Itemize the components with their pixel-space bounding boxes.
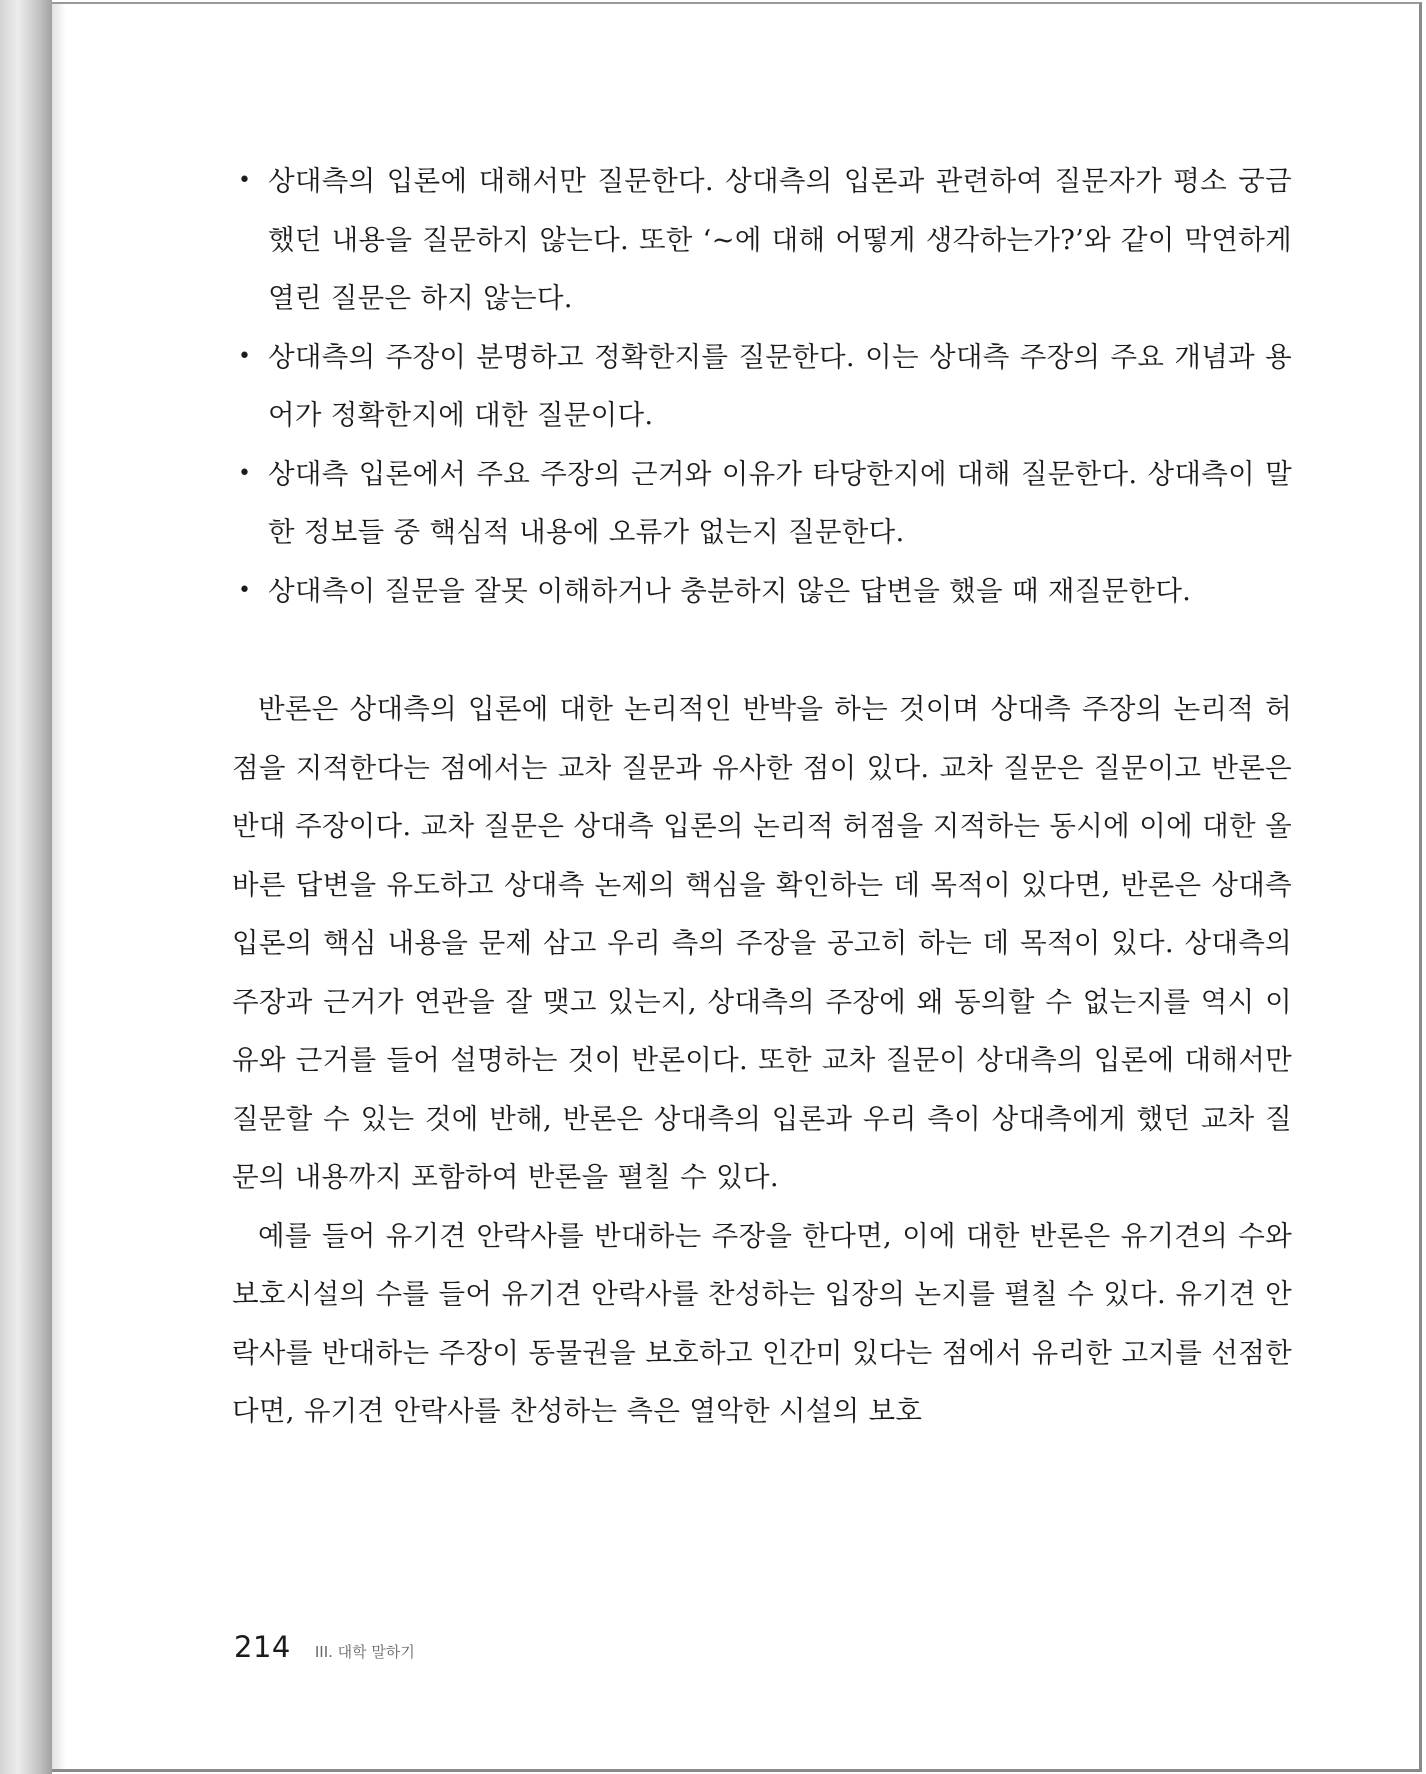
- bullet-dot-icon: •: [238, 460, 252, 486]
- page-footer: [234, 1630, 415, 1664]
- bullet-item: [232, 562, 1292, 621]
- bullet-list: [232, 152, 1292, 620]
- bullet-dot-icon: •: [238, 343, 252, 369]
- bullet-dot-icon: •: [238, 168, 252, 193]
- bullet-text: 상대측이 질문을 잘못 이해하거나 충분하지 않은 답변을 했을 때 재질문한다.: [268, 574, 1192, 607]
- bullet-text: 상대측의 주장이 분명하고 정확한지를 질문한다. 이는 상대측 주장의 주요 개념과 용어가 정확한지에 대한 질문이다.: [268, 340, 1292, 431]
- bullet-dot-icon: •: [238, 577, 252, 603]
- bullet-text: 상대측의 입론에 대해서만 질문한다. 상대측의 입론과 관련하여 질문자가 평소 궁금했던 내용을 질문하지 않는다. 또한 ‘~에 대해 어떻게 생각하는가?’와 같이 막연하게 열린 질문은 하지 않는다.: [268, 165, 1292, 314]
- book-page: [52, 2, 1422, 1772]
- body-paragraph: 예를 들어 유기견 안락사를 반대하는 주장을 한다면, 이에 대한 반론은 유기견의 수와 보호시설의 수를 들어 유기견 안락사를 찬성하는 입장의 논지를 펼칠 수 있다. 유기견 안락사를 반대하는 주장이 동물권을 보호하고 인간미 있다는 점에서 유리한 고지를 선점한다면, 유기견 안락사를 찬성하는 측은 열악한 시설의 보호: [232, 1219, 1292, 1427]
- bullet-item: [232, 152, 1292, 328]
- book-spine-edge: [0, 0, 52, 1774]
- page-content: [232, 152, 1292, 1441]
- body-paragraph: 반론은 상대측의 입론에 대한 논리적인 반박을 하는 것이며 상대측 주장의 논리적 허점을 지적한다는 점에서는 교차 질문과 유사한 점이 있다. 교차 질문은 질문이고 반론은 반대 주장이다. 교차 질문은 상대측 입론의 논리적 허점을 지적하는 동시에 이에 대한 올바른 답변을 유도하고 상대측 논제의 핵심을 확인하는 데 목적이 있다면, 반론은 상대측 입론의 핵심 내용을 문제 삼고 우리 측의 주장을 공고히 하는 데 목적이 있다. 상대측의 주장과 근거가 연관을 잘 맺고 있는지, 상대측의 주장에 왜 동의할 수 없는지를 역시 이유와 근거를 들어 설명하는 것이 반론이다. 또한 교차 질문이 상대측의 입론에 대해서만 질문할 수 있는 것에 반해, 반론은 상대측의 입론과 우리 측이 상대측에게 했던 교차 질문의 내용까지 포함하여 반론을 펼칠 수 있다.: [232, 693, 1292, 1193]
- page-number: 214: [234, 1630, 291, 1664]
- bullet-item: [232, 328, 1292, 445]
- bullet-item: [232, 445, 1292, 562]
- chapter-label: III. 대학 말하기: [314, 1643, 415, 1661]
- bullet-text: 상대측 입론에서 주요 주장의 근거와 이유가 타당한지에 대해 질문한다. 상대측이 말한 정보들 중 핵심적 내용에 오류가 없는지 질문한다.: [268, 457, 1292, 548]
